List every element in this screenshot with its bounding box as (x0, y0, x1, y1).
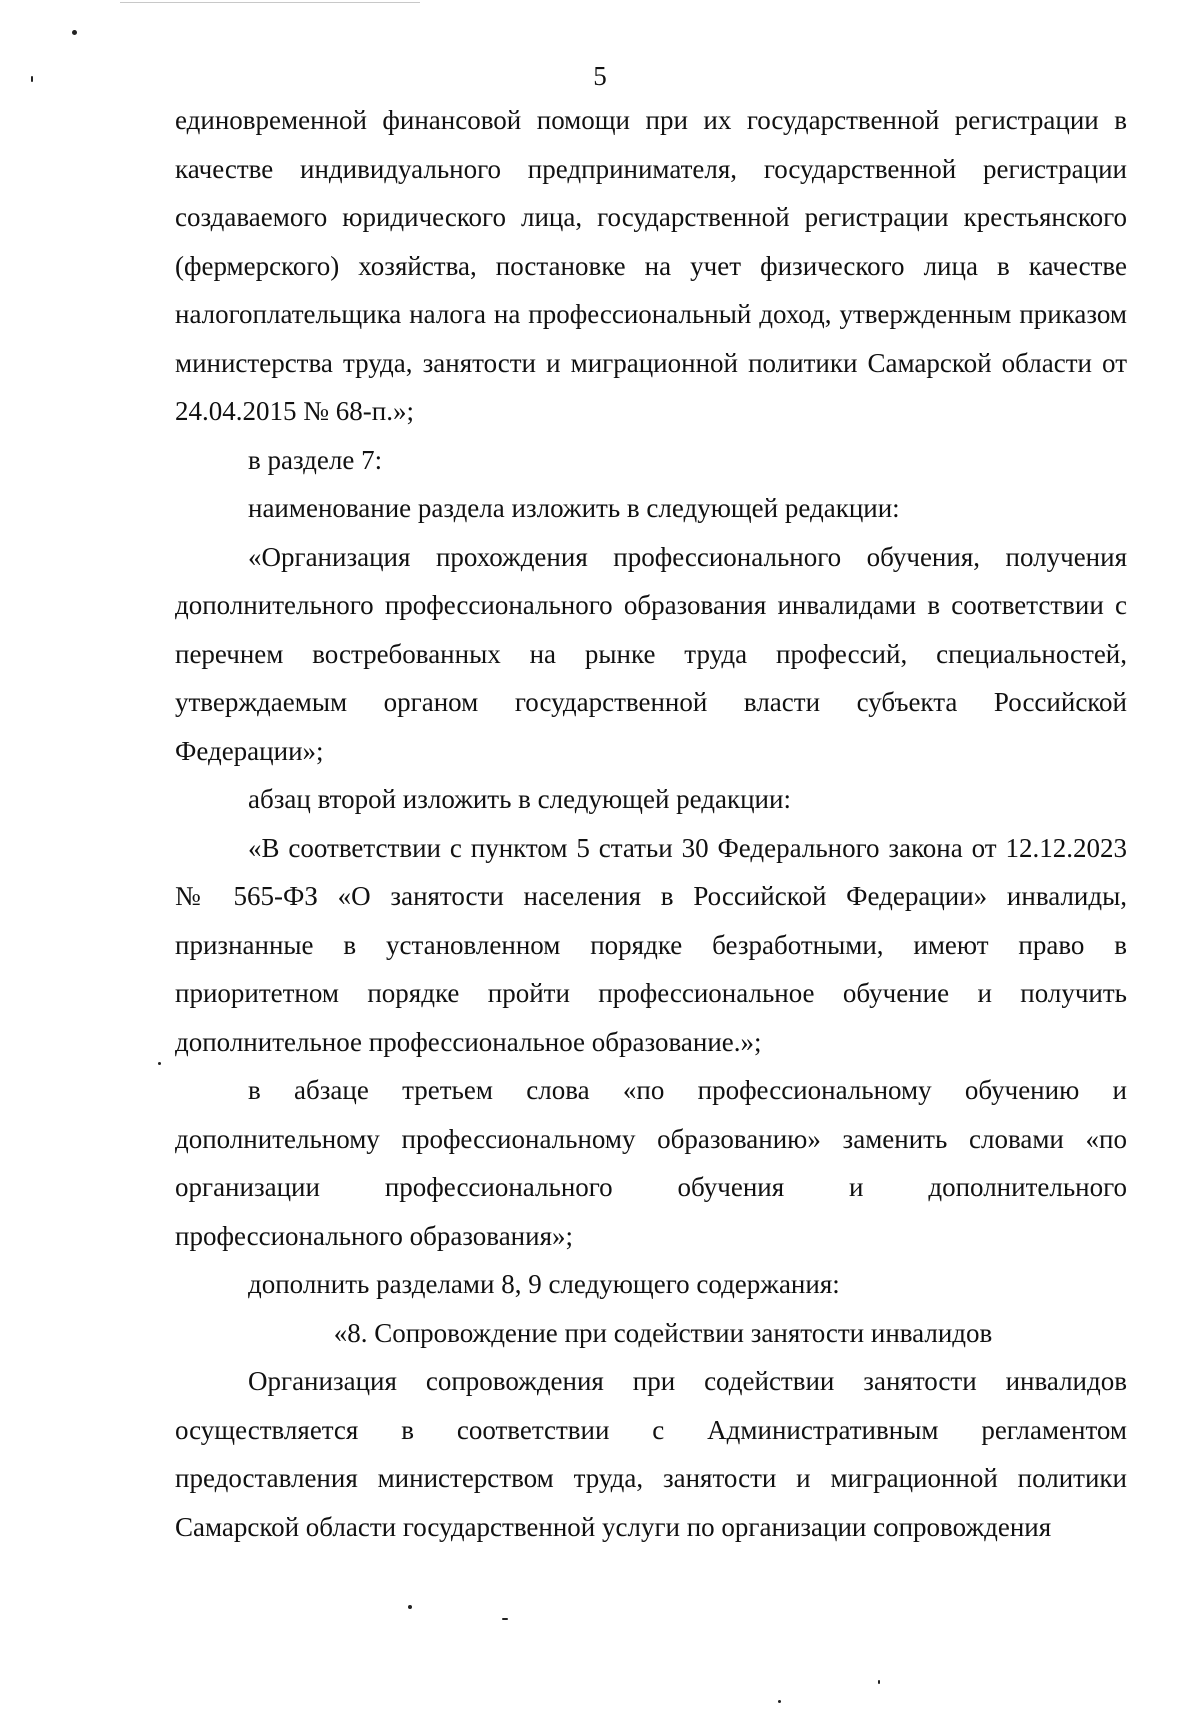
paragraph-section-7: в разделе 7: (248, 444, 383, 475)
scan-speck (502, 1618, 508, 1620)
paragraph-section-title-instruction: наименование раздела изложить в следующей редакции: (248, 493, 900, 523)
paragraph-add-sections: дополнить разделами 8, 9 следующего содержания: (248, 1269, 840, 1299)
section-8-heading: «8. Сопровождение при содействии занятости инвалидов (333, 1317, 993, 1348)
page-number: 5 (593, 61, 607, 91)
paragraph-section-title-text: «Организация прохождения профессионального обучения, получения дополнительного профессионального образования инвалидами в соответствии с перечнем востребованных на рынке труда профессий, специальностей, утверждаемым органом государственной власти субъекта Российской Федерации»; (175, 541, 1127, 766)
paragraph-third-abzac-replacement: в абзаце третьем слова «по профессиональному обучению и дополнительному профессиональному образованию» заменить словами «по организации профессионального обучения и дополнительного профессионального образования»; (175, 1075, 1127, 1251)
paragraph-second-abzac-text: «В соответствии с пунктом 5 статьи 30 Федерального закона от 12.12.2023 № 565-ФЗ «О занятости населения в Российской Федерации» инвалиды, признанные в установленном порядке безработными, имеют право в приоритетном порядке пройти профессиональное обучение и получить дополнительное профессиональное образование.»; (175, 832, 1127, 1057)
scan-artifact-line (120, 2, 420, 3)
scan-speck (778, 1700, 781, 1703)
paragraph-continuation: единовременной финансовой помощи при их государственной регистрации в качестве индивидуального предпринимателя, государственной регистрации создаваемого юридического лица, государственной регистрации крестьянского (фермерского) хозяйства, постановке на учет физического лица в качестве налогоплательщика налога на профессиональный доход, утвержденным приказом министерства труда, занятости и миграционной политики Самарской области от 24.04.2015 № 68-п.»; (175, 105, 1127, 426)
scan-speck (408, 1605, 412, 1609)
paragraph-section-8-text: Организация сопровождения при содействии занятости инвалидов осуществляется в соответствии с Административным регламентом предоставления министерством труда, занятости и миграционной политики Самарской области государственной услуги по организации сопровождения (175, 1366, 1127, 1542)
scan-speck (878, 1680, 880, 1684)
scan-speck (72, 30, 77, 35)
document-body (175, 96, 1127, 1551)
scan-speck (158, 1062, 161, 1065)
paragraph-second-abzac-instruction: абзац второй изложить в следующей редакции: (248, 784, 791, 814)
